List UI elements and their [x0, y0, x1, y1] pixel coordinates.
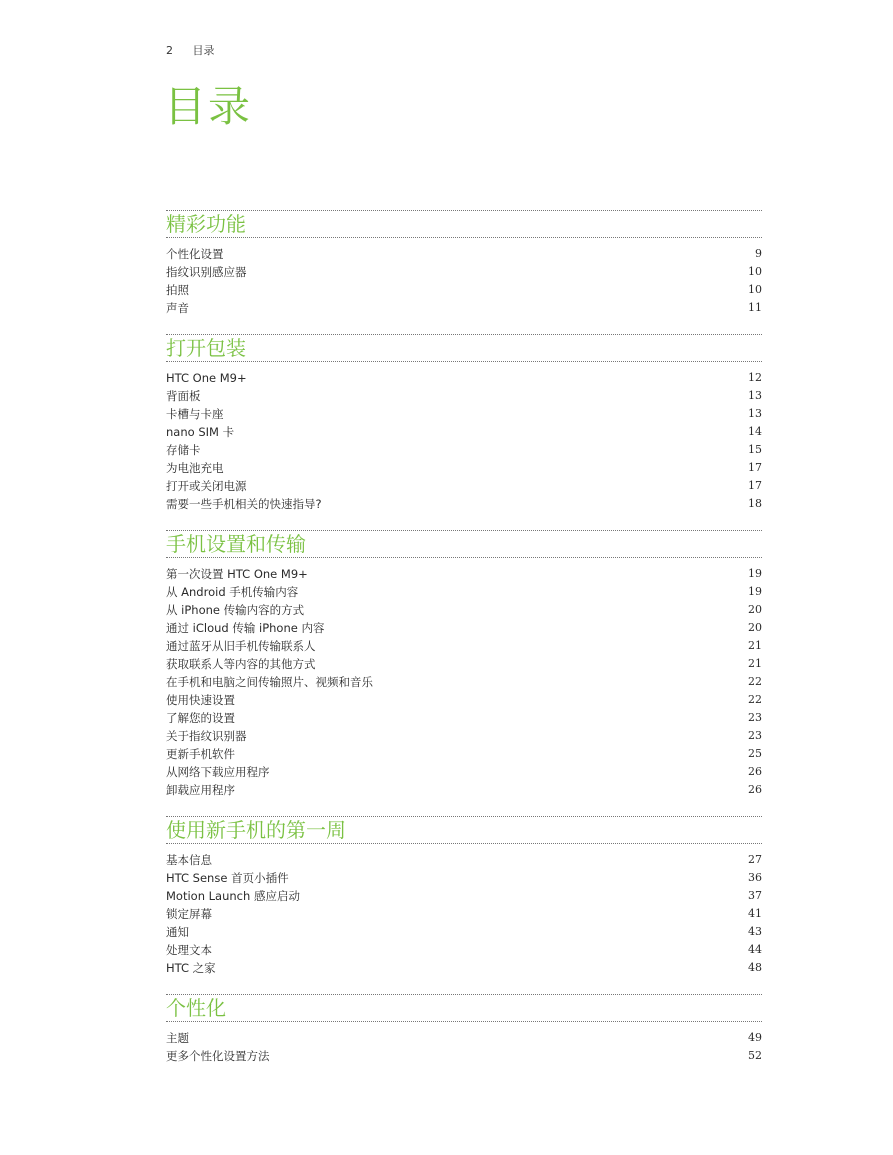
entry-page-number: 26: [748, 783, 762, 796]
entry-label: 背面板: [166, 389, 201, 403]
entry-label: 了解您的设置: [166, 711, 235, 725]
entry-page-number: 22: [748, 675, 762, 688]
entry-label: 第一次设置 HTC One M9+: [166, 567, 308, 581]
entry-label: 从 iPhone 传输内容的方式: [166, 603, 305, 617]
toc-entry[interactable]: [166, 477, 762, 495]
toc-entry[interactable]: [166, 495, 762, 513]
toc-entry[interactable]: [166, 637, 762, 655]
page-number: 2: [166, 44, 173, 57]
toc-section: [166, 994, 762, 1065]
toc-section: [166, 210, 762, 317]
entry-page-number: 25: [748, 747, 762, 760]
toc-entry[interactable]: [166, 245, 762, 263]
toc-entry[interactable]: [166, 565, 762, 583]
entry-page-number: 19: [748, 567, 762, 580]
table-of-contents: [166, 210, 762, 1082]
toc-entry[interactable]: [166, 745, 762, 763]
toc-entry[interactable]: [166, 887, 762, 905]
toc-entry[interactable]: [166, 1047, 762, 1065]
toc-entry[interactable]: [166, 691, 762, 709]
entry-page-number: 10: [748, 283, 762, 296]
toc-entry[interactable]: [166, 459, 762, 477]
toc-entry[interactable]: [166, 673, 762, 691]
entry-label: 声音: [166, 301, 189, 315]
section-heading[interactable]: 精彩功能: [166, 210, 762, 238]
entry-label: 存储卡: [166, 443, 201, 457]
toc-entry[interactable]: [166, 387, 762, 405]
entry-label: HTC 之家: [166, 961, 216, 975]
entry-page-number: 37: [748, 889, 762, 902]
entry-page-number: 21: [748, 657, 762, 670]
entry-page-number: 43: [748, 925, 762, 938]
toc-entry[interactable]: [166, 763, 762, 781]
toc-entry[interactable]: [166, 869, 762, 887]
entry-page-number: 10: [748, 265, 762, 278]
entry-page-number: 44: [748, 943, 762, 956]
entry-label: Motion Launch 感应启动: [166, 889, 300, 903]
entry-page-number: 12: [748, 371, 762, 384]
entry-label: 卡槽与卡座: [166, 407, 224, 421]
toc-entry[interactable]: [166, 441, 762, 459]
toc-section: [166, 334, 762, 513]
toc-entry[interactable]: [166, 709, 762, 727]
entry-label: HTC One M9+: [166, 371, 247, 385]
entry-label: 指纹识别感应器: [166, 265, 247, 279]
entry-label: 卸载应用程序: [166, 783, 235, 797]
entry-label: 从网络下载应用程序: [166, 765, 270, 779]
page-title: 目录: [164, 82, 253, 131]
entry-page-number: 13: [748, 389, 762, 402]
entry-page-number: 22: [748, 693, 762, 706]
toc-entry[interactable]: [166, 583, 762, 601]
entry-label: 更新手机软件: [166, 747, 235, 761]
entry-label: 使用快速设置: [166, 693, 235, 707]
entry-label: 处理文本: [166, 943, 212, 957]
toc-entry[interactable]: [166, 281, 762, 299]
entry-page-number: 14: [748, 425, 762, 438]
toc-entry[interactable]: [166, 959, 762, 977]
section-heading[interactable]: 打开包装: [166, 334, 762, 362]
entry-page-number: 26: [748, 765, 762, 778]
section-heading[interactable]: 使用新手机的第一周: [166, 816, 762, 844]
entry-page-number: 23: [748, 729, 762, 742]
entry-label: 通过蓝牙从旧手机传输联系人: [166, 639, 316, 653]
entry-page-number: 15: [748, 443, 762, 456]
toc-entry[interactable]: [166, 851, 762, 869]
running-title: 目录: [192, 44, 215, 57]
toc-entry[interactable]: [166, 905, 762, 923]
entry-page-number: 17: [748, 479, 762, 492]
entry-label: 锁定屏幕: [166, 907, 212, 921]
toc-entry[interactable]: [166, 299, 762, 317]
toc-entry[interactable]: [166, 941, 762, 959]
toc-entry[interactable]: [166, 369, 762, 387]
entry-label: 基本信息: [166, 853, 212, 867]
section-heading[interactable]: 手机设置和传输: [166, 530, 762, 558]
entry-page-number: 27: [748, 853, 762, 866]
entry-page-number: 36: [748, 871, 762, 884]
toc-entry[interactable]: [166, 781, 762, 799]
toc-entry[interactable]: [166, 263, 762, 281]
toc-entry[interactable]: [166, 727, 762, 745]
toc-entry[interactable]: [166, 619, 762, 637]
entry-label: 需要一些手机相关的快速指导?: [166, 497, 322, 511]
running-header: [166, 42, 215, 58]
entry-label: 打开或关闭电源: [166, 479, 247, 493]
entry-label: 通过 iCloud 传输 iPhone 内容: [166, 621, 325, 635]
toc-section: [166, 816, 762, 977]
toc-entry[interactable]: [166, 423, 762, 441]
entry-page-number: 52: [748, 1049, 762, 1062]
entry-page-number: 13: [748, 407, 762, 420]
entry-page-number: 9: [755, 247, 762, 260]
entry-label: 在手机和电脑之间传输照片、视频和音乐: [166, 675, 373, 689]
entry-label: 为电池充电: [166, 461, 224, 475]
entry-page-number: 19: [748, 585, 762, 598]
entry-page-number: 17: [748, 461, 762, 474]
entry-label: 更多个性化设置方法: [166, 1049, 270, 1063]
entry-label: 从 Android 手机传输内容: [166, 585, 299, 599]
entry-page-number: 23: [748, 711, 762, 724]
entry-page-number: 20: [748, 621, 762, 634]
toc-entry[interactable]: [166, 1029, 762, 1047]
entry-page-number: 48: [748, 961, 762, 974]
entry-label: 个性化设置: [166, 247, 224, 261]
entry-label: HTC Sense 首页小插件: [166, 871, 289, 885]
entry-label: 获取联系人等内容的其他方式: [166, 657, 316, 671]
entry-label: 拍照: [166, 283, 189, 297]
entry-page-number: 49: [748, 1031, 762, 1044]
entry-page-number: 18: [748, 497, 762, 510]
entry-page-number: 21: [748, 639, 762, 652]
toc-section: [166, 530, 762, 799]
entry-label: 主题: [166, 1031, 189, 1045]
toc-entry[interactable]: [166, 601, 762, 619]
toc-entry[interactable]: [166, 923, 762, 941]
toc-entry[interactable]: [166, 655, 762, 673]
entry-page-number: 20: [748, 603, 762, 616]
entry-label: nano SIM 卡: [166, 425, 235, 439]
entry-page-number: 41: [748, 907, 762, 920]
entry-label: 关于指纹识别器: [166, 729, 247, 743]
toc-entry[interactable]: [166, 405, 762, 423]
section-heading[interactable]: 个性化: [166, 994, 762, 1022]
entry-label: 通知: [166, 925, 189, 939]
entry-page-number: 11: [748, 301, 762, 314]
